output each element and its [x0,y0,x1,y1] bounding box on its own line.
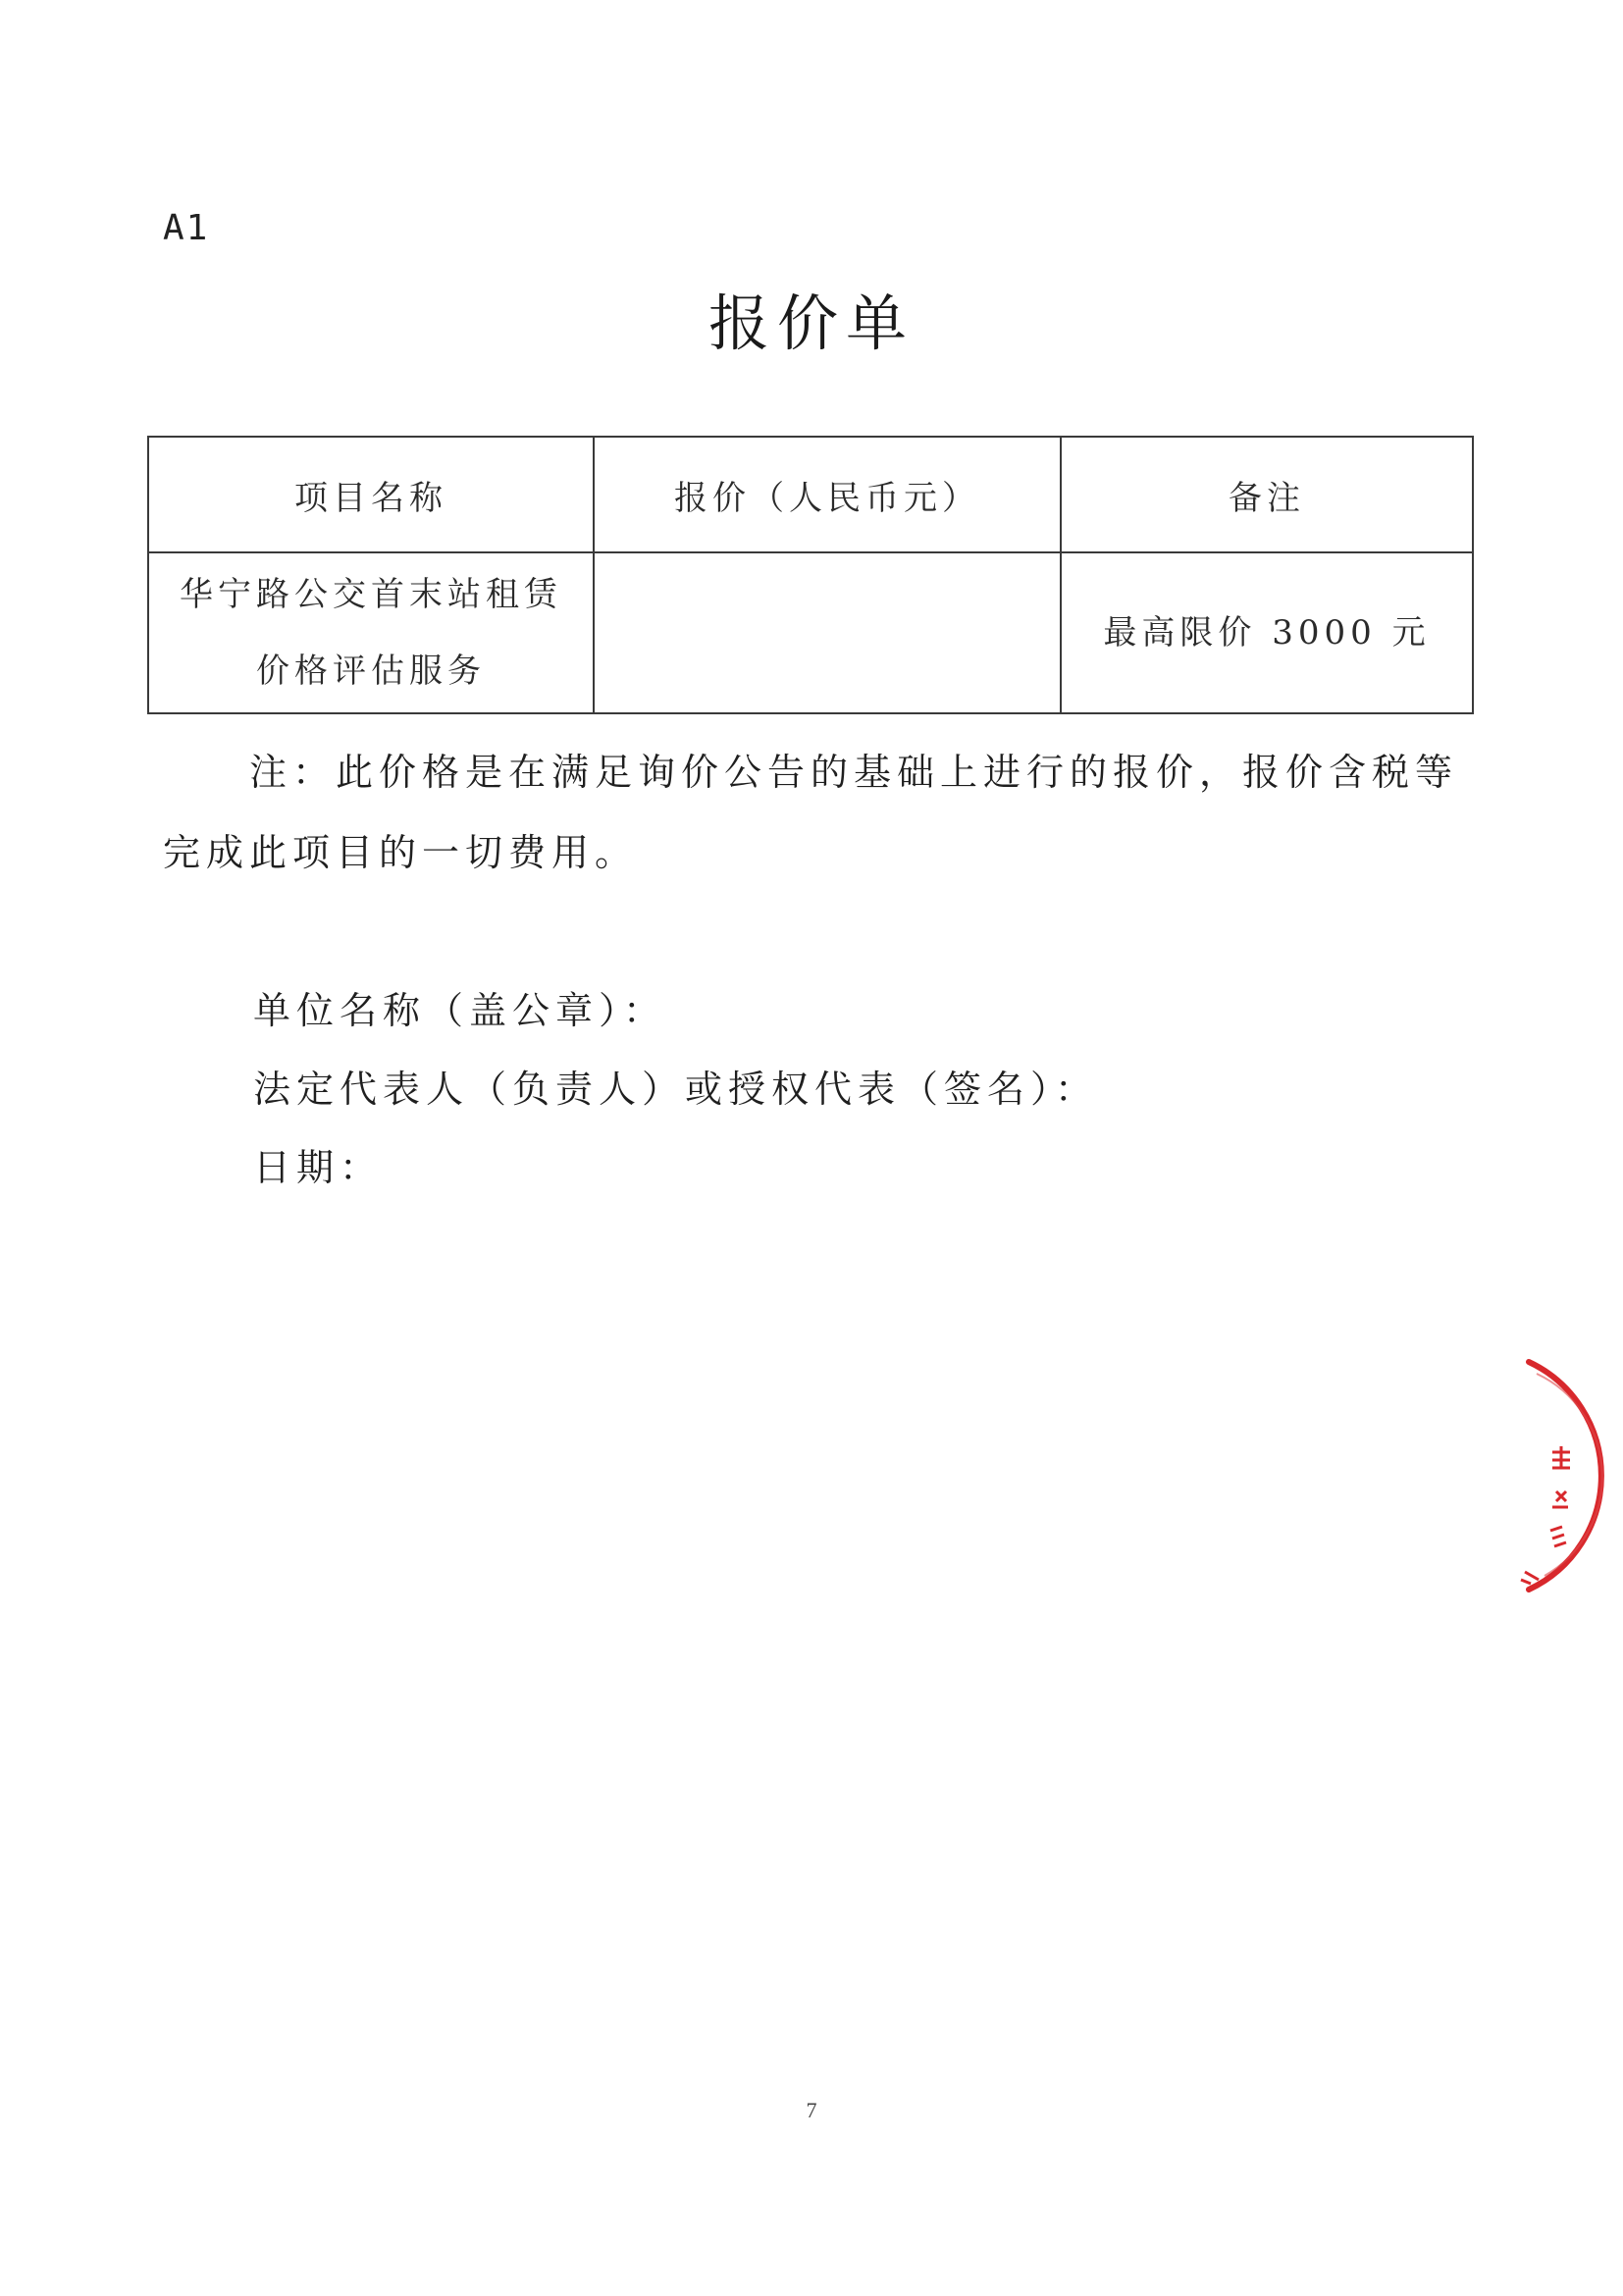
seal-glyph-3 [1550,1527,1566,1546]
unit-name-label: 单位名称（盖公章）： [253,989,667,1032]
cell-project-name [148,552,594,713]
seal-glyph-1 [1552,1446,1570,1468]
official-seal-stamp [1442,1344,1623,1609]
document-code: A1 [163,208,210,248]
table-row [148,552,1473,713]
seal-arc [1529,1362,1601,1590]
representative-label: 法定代表人（负责人）或授权代表（签名）： [253,1068,1099,1111]
seal-arc-end [1521,1572,1539,1584]
document-title: 报价单 [707,287,915,359]
quotation-note: 注：此价格是在满足询价公告的基础上进行的报价，报价含税等完成此项目的一切费用。 [163,751,1459,874]
date-label [253,1128,1098,1207]
header-price: 报价（人民币元） [594,437,1061,552]
cell-price [594,552,1061,713]
date-label-char-2: 期： [296,1146,384,1189]
signature-block [253,971,1098,1207]
cell-remark: 最高限价 3000 元 [1061,552,1473,713]
header-remark: 备注 [1061,437,1473,552]
date-label-char-1: 日 [253,1146,297,1189]
page-number: 7 [806,2098,817,2122]
seal-inner-arc [1537,1374,1602,1576]
table-header-row [148,437,1473,552]
project-name-line-1: 华宁路公交首末站租赁 [180,575,562,614]
project-name-line-2: 价格评估服务 [256,652,486,691]
quotation-table [147,436,1474,714]
header-project-name: 项目名称 [148,437,594,552]
seal-icon [1442,1344,1623,1609]
seal-glyph-2 [1552,1491,1568,1507]
